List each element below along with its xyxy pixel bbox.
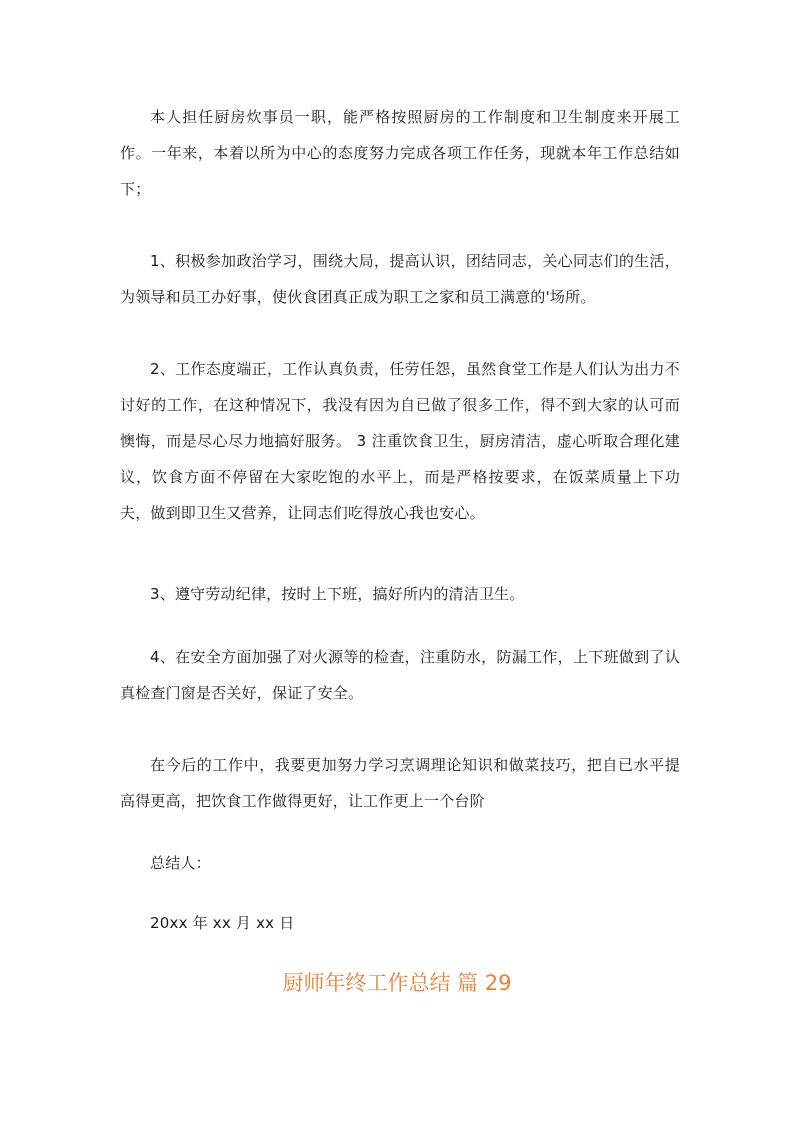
intro-paragraph: 本人担任厨房炊事员一职，能严格按照厨房的工作制度和卫生制度来开展工作。一年来，本着以所为中心的态度努力完成各项工作任务，现就本年工作总结如下； <box>120 108 680 198</box>
signature-label: 总结人： <box>150 854 211 872</box>
point-2-paragraph: 2、工作态度端正，工作认真负责，任劳任怨，虽然食堂工作是人们认为出力不讨好的工作，在这种情况下，我没有因为自已做了很多工作，得不到大家的认可而懊悔，而是尽心尽力地搞好服务。 3 注重饮食卫生，厨房清洁，虚心听取合理化建议，饮食方面不停留在大家吃饱的水平上，而是严格按要求，在饭菜质量上下功夫，做到即卫生又营养，让同志们吃得放心我也安心。 <box>120 360 680 522</box>
date-line: 20xx 年 xx 月 xx 日 <box>150 914 295 932</box>
point-4-paragraph: 4、在安全方面加强了对火源等的检查，注重防水，防漏工作，上下班做到了认真检查门窗是否关好，保证了安全。 <box>120 648 680 702</box>
point-1-paragraph: 1、积极参加政治学习，围绕大局，提高认识，团结同志，关心同志们的生活，为领导和员工办好事，使伙食团真正成为职工之家和员工满意的'场所。 <box>120 252 680 306</box>
point-3-paragraph: 3、遵守劳动纪律，按时上下班，搞好所内的清洁卫生。 <box>150 585 525 603</box>
closing-paragraph: 在今后的工作中，我要更加努力学习烹调理论知识和做菜技巧，把自已水平提高得更高，把饮食工作做得更好，让工作更上一个台阶 <box>120 756 680 810</box>
section-heading: 厨师年终工作总结 篇 29 <box>282 971 512 995</box>
